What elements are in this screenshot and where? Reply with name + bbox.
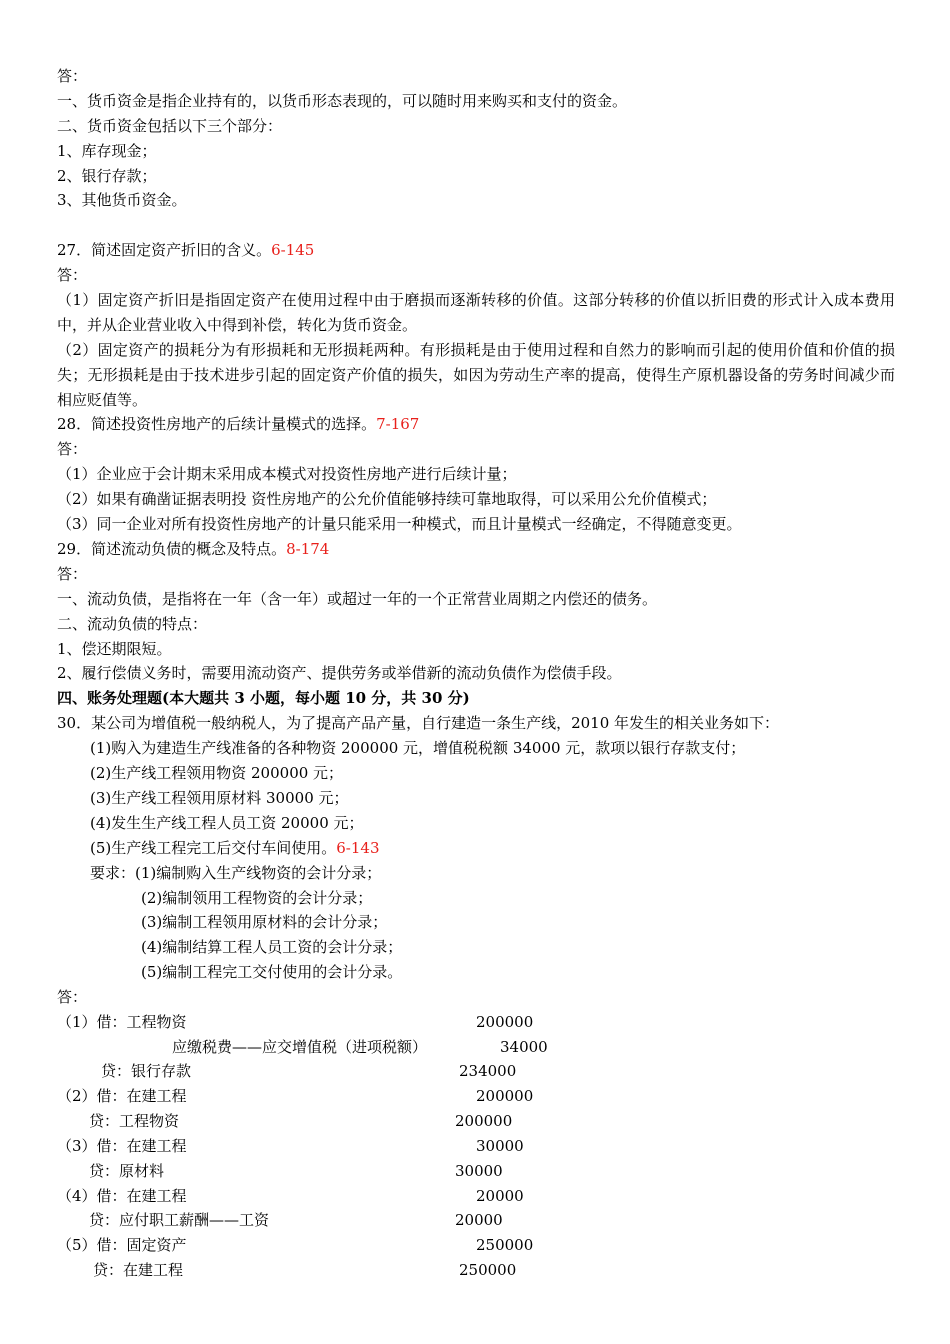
journal-entry-amount: 250000 <box>459 1261 517 1279</box>
paragraph: （1）固定资产折旧是指固定资产在使用过程中由于磨损而逐渐转移的价值。这部分转移的价值以折旧费的形式计入成本费用中，并从企业营业收入中得到补偿，转化为货币资金。 <box>57 291 895 334</box>
answer-label: 答： <box>57 988 88 1006</box>
text-line: 1、偿还期限短。 <box>57 640 172 658</box>
question-text: 29．简述流动负债的概念及特点。 <box>57 540 287 558</box>
journal-entry-account: 应缴税费——应交增值税（进项税额） <box>172 1038 428 1056</box>
business-item-text: (5)生产线工程完工后交付车间使用。 <box>90 839 337 857</box>
journal-entry-account: 贷：原材料 <box>89 1162 165 1180</box>
journal-entry-amount: 34000 <box>500 1038 548 1056</box>
text-line: 一、流动负债，是指将在一年（含一年）或超过一年的一个正常营业周期之内偿还的债务。 <box>57 590 658 608</box>
text-line: 1、库存现金； <box>57 142 157 160</box>
business-item <box>90 838 380 858</box>
journal-entry-account: 贷：银行存款 <box>101 1062 192 1080</box>
text-line: （2）如果有确凿证据表明投 资性房地产的公允价值能够持续可靠地取得，可以采用公允价值模式； <box>57 490 717 508</box>
journal-entry-amount: 20000 <box>476 1187 524 1205</box>
journal-entry-amount: 250000 <box>476 1236 534 1254</box>
page-reference: 6-143 <box>336 839 380 857</box>
question-28 <box>57 414 419 434</box>
journal-entry-account: 贷：应付职工薪酬——工资 <box>89 1211 270 1229</box>
business-item: (2)生产线工程领用物资 200000 元； <box>90 764 344 782</box>
journal-entry-amount: 30000 <box>476 1137 524 1155</box>
journal-entry-amount: 20000 <box>455 1211 503 1229</box>
journal-entry-amount: 234000 <box>459 1062 517 1080</box>
requirement: (3)编制工程领用原材料的会计分录； <box>141 913 388 931</box>
journal-entry-account: （3）借：在建工程 <box>57 1137 187 1155</box>
business-item: (4)发生生产线工程人员工资 20000 元； <box>90 814 364 832</box>
paragraph: （2）固定资产的损耗分为有形损耗和无形损耗两种。有形损耗是由于使用过程和自然力的影响而引起的使用价值和价值的损失；无形损耗是由于技术进步引起的固定资产价值的损失，如因为劳动生产率的提高，使得生产原机器设备的劳务时间减少而相应贬值等。 <box>57 341 895 409</box>
page-reference: 6-145 <box>271 241 315 259</box>
journal-entry-account: （1）借：工程物资 <box>57 1013 187 1031</box>
question-30: 30．某公司为增值税一般纳税人，为了提高产品产量，自行建造一条生产线，2010 年发生的相关业务如下： <box>57 714 780 732</box>
text-line: 二、流动负债的特点： <box>57 615 208 633</box>
question-29 <box>57 539 329 559</box>
requirement: (5)编制工程完工交付使用的会计分录。 <box>141 963 403 981</box>
text-line: 2、银行存款； <box>57 167 157 185</box>
journal-entry-account: （4）借：在建工程 <box>57 1187 187 1205</box>
question-text: 27．简述固定资产折旧的含义。 <box>57 241 272 259</box>
text-line: （3）同一企业对所有投资性房地产的计量只能采用一种模式，而且计量模式一经确定，不得随意变更。 <box>57 515 742 533</box>
journal-entry-amount: 200000 <box>476 1013 534 1031</box>
answer-label: 答： <box>57 565 88 583</box>
journal-entry-account: 贷：工程物资 <box>89 1112 180 1130</box>
text-line: （1）企业应于会计期末采用成本模式对投资性房地产进行后续计量； <box>57 465 517 483</box>
text-line: 二、货币资金包括以下三个部分： <box>57 117 283 135</box>
journal-entry-amount: 200000 <box>476 1087 534 1105</box>
requirement: (2)编制领用工程物资的会计分录； <box>141 889 373 907</box>
requirement: 要求：(1)编制购入生产线物资的会计分录； <box>90 864 382 882</box>
business-item: (1)购入为建造生产线准备的各种物资 200000 元，增值税税额 34000 元，款项以银行存款支付； <box>90 739 746 757</box>
text-line: 2、履行偿债义务时，需要用流动资产、提供劳务或举借新的流动负债作为偿债手段。 <box>57 664 622 682</box>
journal-entry-account: 贷：在建工程 <box>93 1261 184 1279</box>
text-line: 一、货币资金是指企业持有的，以货币形态表现的，可以随时用来购买和支付的资金。 <box>57 92 628 110</box>
journal-entry-amount: 30000 <box>455 1162 503 1180</box>
journal-entry-amount: 200000 <box>455 1112 513 1130</box>
text-line: 3、其他货币资金。 <box>57 191 187 209</box>
journal-entry-account: （2）借：在建工程 <box>57 1087 187 1105</box>
journal-entry-account: （5）借：固定资产 <box>57 1236 187 1254</box>
question-27 <box>57 240 314 260</box>
answer-label: 答： <box>57 266 88 284</box>
section-heading: 四、账务处理题(本大题共 3 小题，每小题 10 分，共 30 分) <box>57 689 470 707</box>
question-text: 28．简述投资性房地产的后续计量模式的选择。 <box>57 415 377 433</box>
answer-label: 答： <box>57 67 88 85</box>
business-item: (3)生产线工程领用原材料 30000 元； <box>90 789 349 807</box>
page-reference: 8-174 <box>286 540 330 558</box>
page-reference: 7-167 <box>376 415 420 433</box>
answer-label: 答： <box>57 440 88 458</box>
requirement: (4)编制结算工程人员工资的会计分录； <box>141 938 403 956</box>
